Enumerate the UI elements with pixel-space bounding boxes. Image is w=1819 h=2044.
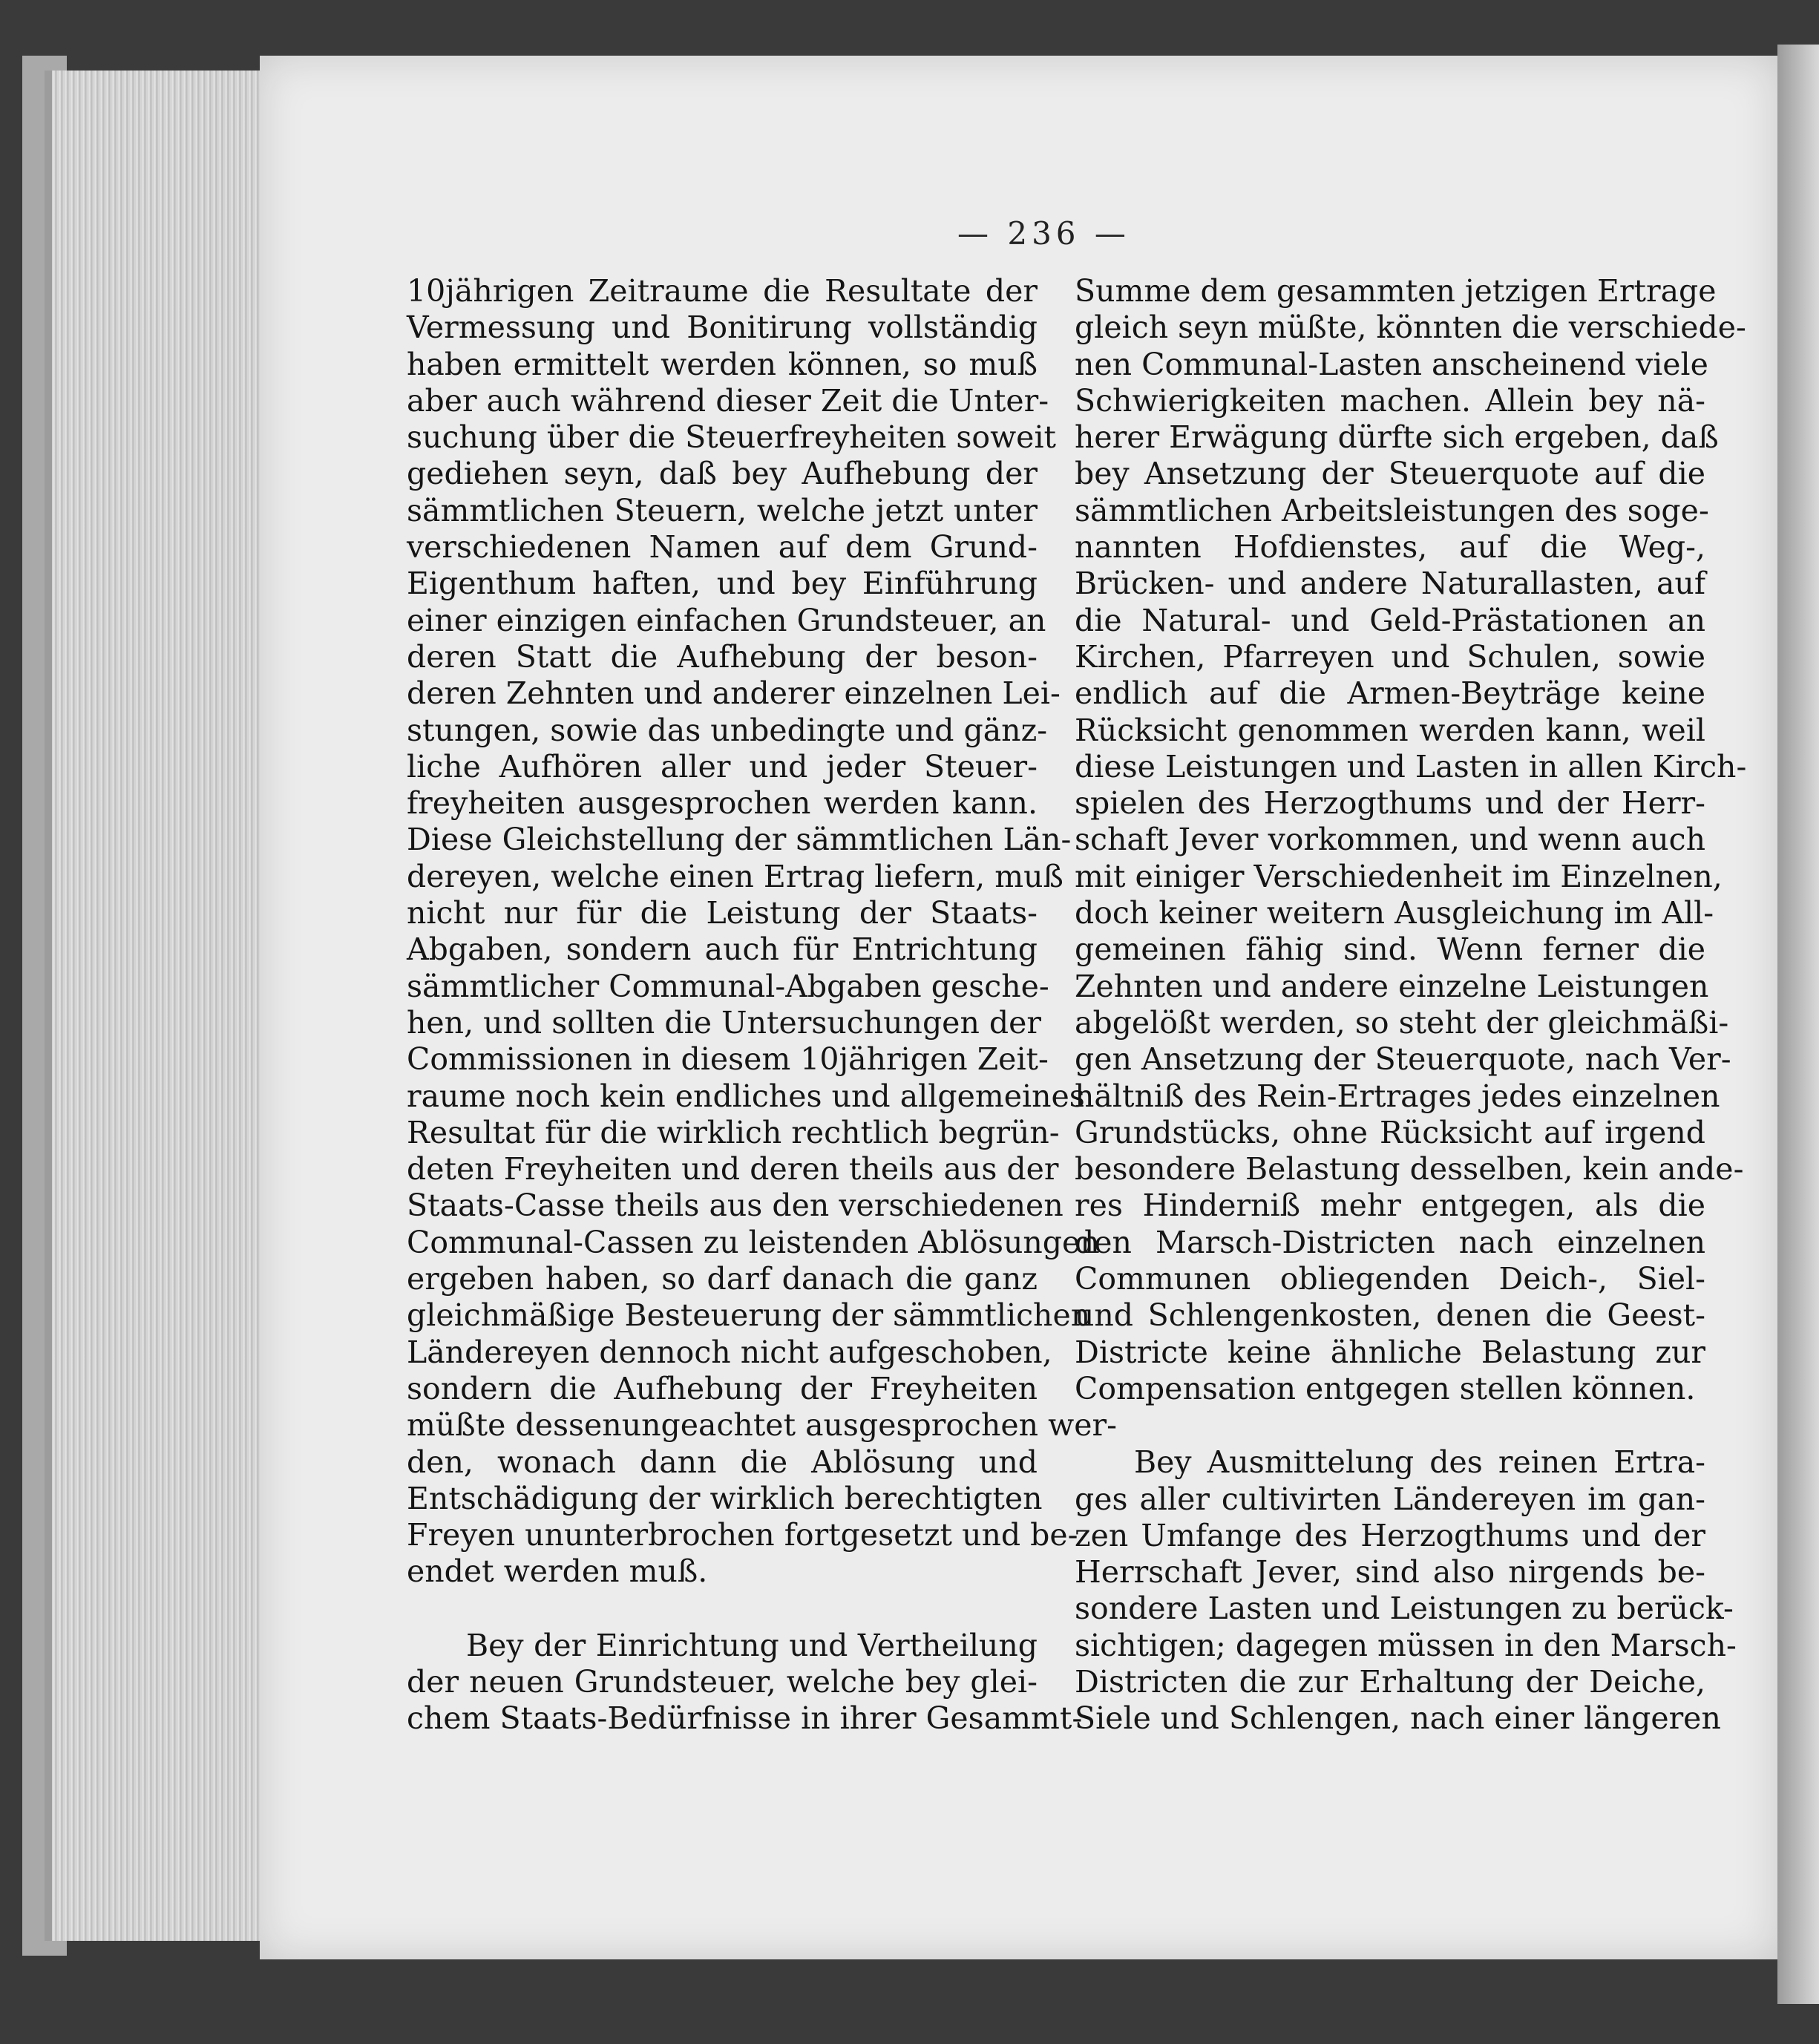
text-line: sämmtlichen Steuern, welche jetzt unter	[407, 492, 1038, 528]
text-line: sichtigen; dagegen müssen in den Marsch-	[1075, 1627, 1737, 1663]
text-line: zen Umfange des Herzogthums und der	[1075, 1517, 1705, 1553]
text-line: Diese Gleichstellung der sämmtlichen Län-	[407, 822, 1072, 858]
text-line: stungen, sowie das unbedingte und gänz-	[407, 712, 1048, 748]
text-line: den, wonach dann die Ablösung und	[407, 1444, 1038, 1480]
text-line: haben ermittelt werden können, so muß	[407, 346, 1038, 382]
text-line: der neuen Grundsteuer, welche bey glei-	[407, 1663, 1038, 1700]
text-line: endlich auf die Armen-Beyträge keine	[1075, 675, 1705, 712]
text-line: verschiedenen Namen auf dem Grund-	[407, 529, 1038, 566]
right-column	[1075, 273, 1747, 1737]
text-line: dereyen, welche einen Ertrag liefern, muß	[407, 858, 1063, 894]
text-line: Bey Ausmittelung des reinen Ertra-	[1134, 1444, 1705, 1481]
text-line: gemeinen fähig sind. Wenn ferner die	[1075, 931, 1705, 968]
text-line: nannten Hofdienstes, auf die Weg-,	[1075, 529, 1705, 566]
text-line: deten Freyheiten und deren theils aus der	[407, 1151, 1059, 1188]
text-line: Rücksicht genommen werden kann, weil	[1075, 712, 1705, 748]
text-line: sondern die Aufhebung der Freyheiten	[407, 1370, 1038, 1406]
text-line: gen Ansetzung der Steuerquote, nach Ver-	[1075, 1041, 1731, 1078]
text-line: Herrschaft Jever, sind also nirgends be-	[1075, 1554, 1705, 1591]
text-line: Compensation entgegen stellen können.	[1075, 1370, 1696, 1406]
text-line: Districte keine ähnliche Belastung zur	[1075, 1334, 1705, 1370]
page-number: — 236 —	[957, 215, 1130, 252]
text-line: Zehnten und andere einzelne Leistungen	[1075, 968, 1709, 1004]
text-line: besondere Belastung desselben, kein ande-	[1075, 1151, 1744, 1188]
text-line: chem Staats-Bedürfnisse in ihrer Gesammt-	[407, 1700, 1083, 1737]
text-line: Communal-Cassen zu leistenden Ablösungen	[407, 1224, 1100, 1260]
text-line: und Schlengenkosten, denen die Geest-	[1075, 1297, 1705, 1334]
text-line: Summe dem gesammten jetzigen Ertrage	[1075, 273, 1717, 309]
facing-page-edge	[1777, 45, 1819, 2004]
text-line: Eigenthum haften, und bey Einführung	[407, 566, 1038, 602]
text-line: Siele und Schlengen, nach einer längeren	[1075, 1700, 1721, 1737]
text-line: schaft Jever vorkommen, und wenn auch	[1075, 822, 1705, 858]
text-line: Communen obliegenden Deich-, Siel-	[1075, 1261, 1705, 1297]
text-line: endet werden muß.	[407, 1553, 708, 1590]
paragraph-gap	[1075, 1407, 1705, 1444]
text-line: bey Ansetzung der Steuerquote auf die	[1075, 456, 1705, 492]
text-line: mit einiger Verschiedenheit im Einzelnen,	[1075, 858, 1723, 894]
text-line: den Marsch-Districten nach einzelnen	[1075, 1224, 1705, 1260]
text-line: Districten die zur Erhaltung der Deiche,	[1075, 1663, 1705, 1700]
text-line: abgelößt werden, so steht der gleichmäßi-	[1075, 1004, 1729, 1041]
text-line: Commissionen in diesem 10jährigen Zeit-	[407, 1041, 1049, 1078]
paragraph-gap	[407, 1591, 1038, 1628]
text-line: hältniß des Rein-Ertrages jedes einzelnen	[1075, 1078, 1720, 1114]
text-line: Freyen ununterbrochen fortgesetzt und be-	[407, 1517, 1078, 1553]
text-line: freyheiten ausgesprochen werden kann.	[407, 785, 1038, 822]
text-line: Vermessung und Bonitirung vollständig	[407, 309, 1038, 346]
text-line: 10jährigen Zeitraume die Resultate der	[407, 273, 1038, 309]
text-line: herer Erwägung dürfte sich ergeben, daß	[1075, 419, 1719, 456]
text-line: sondere Lasten und Leistungen zu berück-	[1075, 1591, 1734, 1627]
text-line: suchung über die Steuerfreyheiten soweit	[407, 419, 1057, 456]
text-line: ges aller cultivirten Ländereyen im gan-	[1075, 1481, 1705, 1517]
text-line: sämmtlicher Communal-Abgaben gesche-	[407, 968, 1049, 1004]
text-line: Ländereyen dennoch nicht aufgeschoben,	[407, 1334, 1052, 1370]
text-line: liche Aufhören aller und jeder Steuer-	[407, 748, 1038, 784]
text-line: einer einzigen einfachen Grundsteuer, an	[407, 602, 1046, 638]
text-line: gleich seyn müßte, könnten die verschiede-	[1075, 309, 1746, 346]
text-line: deren Statt die Aufhebung der beson-	[407, 638, 1038, 675]
text-line: doch keiner weitern Ausgleichung im All-	[1075, 895, 1714, 931]
text-line: deren Zehnten und anderer einzelnen Lei-	[407, 675, 1061, 712]
text-line: Bey der Einrichtung und Vertheilung	[466, 1627, 1038, 1663]
text-line: sämmtlichen Arbeitsleistungen des soge-	[1075, 492, 1709, 528]
text-line: raume noch kein endliches und allgemeines	[407, 1078, 1085, 1114]
text-line: nicht nur für die Leistung der Staats-	[407, 895, 1038, 931]
text-line: müßte dessenungeachtet ausgesprochen wer-	[407, 1407, 1117, 1444]
text-line: Brücken- und andere Naturallasten, auf	[1075, 566, 1705, 602]
text-line: res Hinderniß mehr entgegen, als die	[1075, 1188, 1705, 1224]
text-line: Staats-Casse theils aus den verschiedenen	[407, 1188, 1063, 1224]
text-line: diese Leistungen und Lasten in allen Kirch-	[1075, 748, 1747, 784]
text-line: spielen des Herzogthums und der Herr-	[1075, 785, 1705, 822]
text-line: Entschädigung der wirklich berechtigten	[407, 1480, 1043, 1516]
text-line: Schwierigkeiten machen. Allein bey nä-	[1075, 382, 1705, 419]
text-line: Abgaben, sondern auch für Entrichtung	[407, 931, 1038, 968]
text-line: Resultat für die wirklich rechtlich begrün-	[407, 1114, 1060, 1150]
text-line: Grundstücks, ohne Rücksicht auf irgend	[1075, 1114, 1705, 1150]
text-line: die Natural- und Geld-Prästationen an	[1075, 602, 1705, 638]
text-line: gediehen seyn, daß bey Aufhebung der	[407, 456, 1038, 492]
text-line: Kirchen, Pfarreyen und Schulen, sowie	[1075, 638, 1705, 675]
text-line: hen, und sollten die Untersuchungen der	[407, 1004, 1041, 1041]
left-column	[407, 273, 1117, 1737]
text-line: nen Communal-Lasten anscheinend viele	[1075, 346, 1708, 382]
text-line: gleichmäßige Besteuerung der sämmtlichen	[407, 1297, 1091, 1334]
book-page-edges	[45, 71, 275, 1941]
text-line: aber auch während dieser Zeit die Unter-	[407, 382, 1049, 419]
text-line: ergeben haben, so darf danach die ganz	[407, 1261, 1038, 1297]
